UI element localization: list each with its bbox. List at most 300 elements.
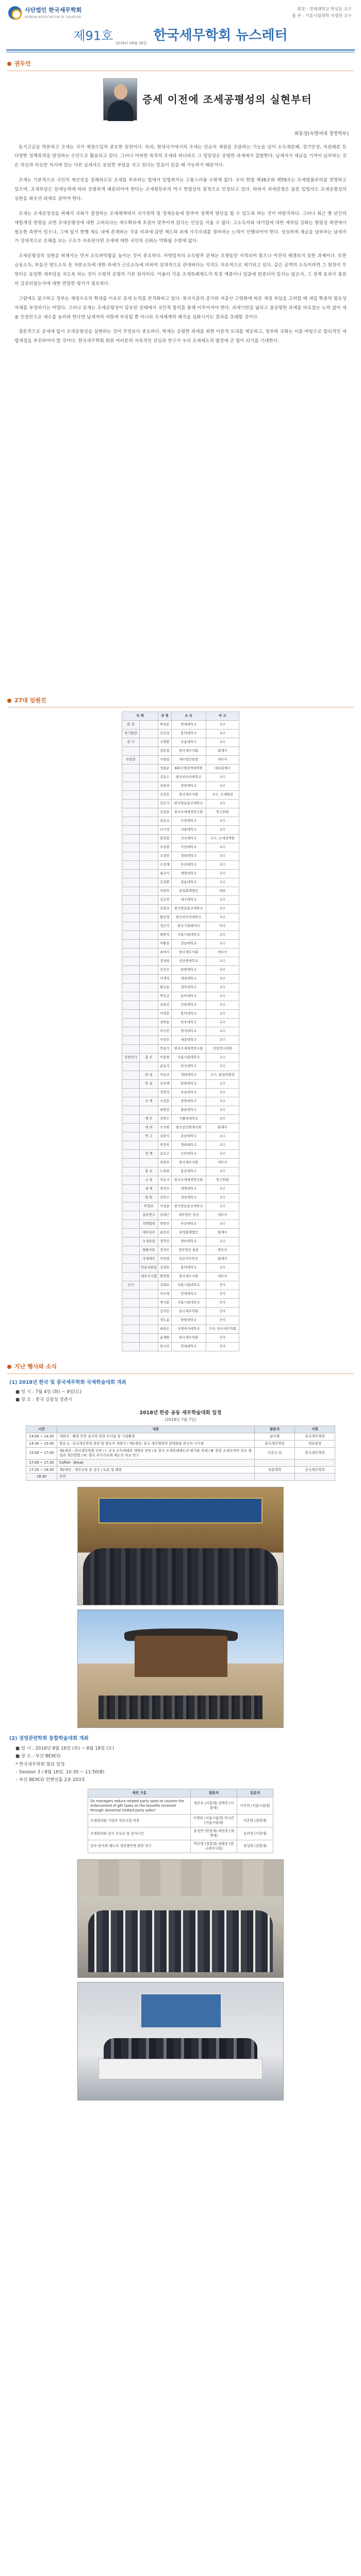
officer-note: 세무사 [206,1159,239,1167]
officer-row [122,1334,239,1343]
officer-affiliation: 한국기업데이터 [171,922,206,931]
officer-row [122,1220,239,1229]
officer-name: 김우택 [158,1080,171,1089]
officer-note: 교수 [206,1089,239,1097]
officer-group [122,1273,140,1281]
officer-name: 김민수 [158,1194,171,1202]
officer-note: 교수 [206,1062,239,1071]
officer-affiliation: 한국세무학회 [171,1308,206,1316]
officer-subgroup [140,940,158,948]
officer-subgroup [140,1010,158,1019]
officer-note: 교수 [206,730,239,738]
officer-subgroup: 연 구 [140,1132,158,1141]
session-row [88,1815,273,1827]
officer-row [122,1019,239,1027]
officer-affiliation: 딜로이트안진 [171,1255,206,1264]
officer-subgroup [140,738,158,747]
officer-name: 나기정 [158,826,171,835]
officer-note: 교수 [206,1132,239,1141]
officer-group [122,878,140,887]
officer-note: 간사 [206,1334,239,1343]
officer-affiliation: 숙명여자대학교 [171,1325,206,1334]
session-discussant: 김진영 (가천대) [237,1827,273,1840]
officer-subgroup [140,1089,158,1097]
officer-group [122,1071,140,1080]
officer-note: 교수 [206,843,239,852]
officer-row [122,1246,239,1255]
officer-affiliation: 한국외국어대학교 [171,773,206,782]
officer-name: 조석희 [158,1124,171,1132]
officer-group [122,835,140,843]
officer-name: 최규식 [158,870,171,878]
officer-subgroup [140,1299,158,1308]
officers-header-row [122,712,239,721]
officer-subgroup [140,1062,158,1071]
org-subtitle: KOREAN ASSOCIATION OF TAXATION [25,15,81,19]
officer-group [122,1185,140,1194]
officer-affiliation: 경희대학교 [171,852,206,861]
section-bullet-icon [7,699,11,703]
officer-row [122,984,239,992]
officer-subgroup: IT정보 [140,1202,158,1211]
essay-body [14,143,347,352]
officer-subgroup [140,1001,158,1010]
officer-subgroup: 세 제 [140,1185,158,1194]
officer-note: 간사 [206,1316,239,1325]
officer-group [122,1124,140,1132]
officer-group: 회 장 [122,721,140,730]
officer-group [122,747,140,756]
officer-group [122,1238,140,1246]
officer-row [122,957,239,966]
officer-subgroup: 정 책 [140,1150,158,1159]
officer-note: 세무사 [206,1211,239,1220]
officer-name: 최원석 [158,931,171,940]
officer-subgroup [140,870,158,878]
officer-row [122,1255,239,1264]
officer-name: 윤동석 [158,1062,171,1071]
officer-subgroup: 교 육 [140,1176,158,1185]
officer-note: 교수 [206,896,239,905]
officer-affiliation: 가천대학교 [171,843,206,852]
org-name: 사단법인 한국세무학회 [25,7,82,14]
program-speaker: 이준규 외 [255,1447,295,1459]
officer-name: 황명철 [158,1273,171,1281]
officer-row [122,966,239,975]
officer-row [122,1316,239,1325]
column-header: 성 명 [158,712,171,721]
officer-subgroup [140,835,158,843]
officer-affiliation: 경북대학교 [171,984,206,992]
officer-subgroup [140,721,158,730]
officer-note: 교수 [206,817,239,826]
officer-name: 정혁진 [158,1238,171,1246]
officer-affiliation: 전남대학교 [171,940,206,948]
officer-note: 교수 [206,1097,239,1106]
officer-row [122,791,239,800]
program-chair: 중국세무학회 [295,1466,335,1473]
session-discussant: 이우현 (서울시립대) [237,1797,273,1815]
officer-subgroup [140,1141,158,1150]
officer-subgroup [140,1019,158,1027]
officer-group [122,1115,140,1124]
officer-group [122,957,140,966]
officer-subgroup: 홍 보 [140,1167,158,1176]
officer-subgroup [140,817,158,826]
section-heading-events [0,1363,361,1371]
officer-subgroup [140,782,158,791]
officer-affiliation: 한국세무사회 [171,747,206,756]
officer-name: 서정훈 [158,1097,171,1106]
officer-row [122,948,239,957]
event-note: – Session 3 / 8월 16일, 10:30 ~ 11:50(B) [15,1769,105,1775]
column-header: 내용 [57,1426,255,1433]
officer-name: 김학수 [158,1115,171,1124]
officer-row [122,1150,239,1159]
officer-affiliation: 울산대학교 [171,1167,206,1176]
officer-row [122,861,239,870]
officer-row [122,1106,239,1115]
issue-date: 2018년 09월 30일 [116,41,147,45]
event-title: (2) 경영관련학회 통합학술대회 개최 [9,1736,89,1742]
officer-group [122,984,140,992]
officer-affiliation: 한국조세재정연구원 [171,808,206,817]
officer-subgroup [140,1281,158,1290]
officer-group [122,1246,140,1255]
officer-group: 상임이사 [122,1054,140,1062]
officer-affiliation: 한국세무사회 [171,948,206,957]
officer-row [122,800,239,808]
officer-group [122,843,140,852]
officer-subgroup: 학 술 [140,1080,158,1089]
officer-note: 교수 [206,957,239,966]
officer-row [122,940,239,948]
officer-note: 교수 [206,1150,239,1159]
officer-affiliation: 우송대학교 [171,738,206,747]
officer-note: 교수 [206,800,239,808]
officer-affiliation: 경상대학교 [171,1194,206,1202]
event-note: * 한국세무학회 발표 일정 [15,1761,65,1767]
officer-name: 박성욱 [158,1141,171,1150]
officer-name: 이수민 [158,1027,171,1036]
officer-group: 차기회장 [122,730,140,738]
officer-name: 서정우 [158,1036,171,1045]
officer-name: 장준규 [158,817,171,826]
officer-note: 교수 [206,826,239,835]
officer-row [122,1036,239,1045]
officer-name: 김승연 [158,896,171,905]
officer-note: 연구위원 [206,808,239,817]
session-topic: Do managers reduce related party sales to counter the enforcement of gift taxes on the benefits received through abnormal related-party sales? [88,1797,191,1815]
program-content: 발표 1 : 중국세무학회 회장 및 발표자 개회식 / 제1세션: 중국 세무행정의 현대화와 한국의 시사점 [57,1440,255,1447]
officer-row [122,870,239,878]
officer-group: 간사 [122,1281,140,1290]
officer-row [122,1027,239,1036]
officer-name: 노희천 [158,1167,171,1176]
program-content: Coffee - Break [57,1459,255,1466]
officer-subgroup [140,1316,158,1325]
officer-group [122,1062,140,1071]
essay-title: 증세 이전에 조세공평성의 실현부터 [142,93,312,106]
section-label: 권두언 [14,60,31,67]
officer-group [122,1325,140,1334]
officer-name: 오정민 [158,852,171,861]
officer-row [122,1115,239,1124]
session-rows [88,1797,273,1853]
event-photos [0,1859,361,2100]
officer-subgroup [140,826,158,835]
officer-note: 교수 [206,1080,239,1089]
officer-note: 교수 [206,1141,239,1150]
officer-name: 김진성 [158,730,171,738]
officer-affiliation: 법무법인 율촌 [171,1246,206,1255]
officer-note: 변호사 [206,1246,239,1255]
officer-note: 대표회계사 [206,765,239,773]
officer-group [122,817,140,826]
officer-subgroup [140,931,158,940]
officer-row [122,1062,239,1071]
officer-subgroup [140,887,158,896]
officer-note: 교수 [206,721,239,730]
photo-wall [78,1860,283,1896]
officer-name: 오상현 [158,843,171,852]
officer-note: 교수 [206,773,239,782]
officer-name: 김경호 [158,1264,171,1273]
event-date: ■ 일 시 : 7월 4일 (화) ~ 9일(토) [15,1389,81,1395]
officer-name: 이경준 [158,1202,171,1211]
officer-subgroup [140,730,158,738]
officer-note: 교수, 조세발전 [206,791,239,800]
officer-affiliation: 세무법인 정석 [171,1211,206,1220]
officer-subgroup [140,1045,158,1054]
officer-row [122,1159,239,1167]
officer-note: 교수 [206,852,239,861]
officer-name: 김진우 [158,966,171,975]
officer-row [122,1281,239,1290]
officer-group [122,852,140,861]
program-row [26,1473,335,1481]
officer-affiliation: 중앙대학교 [171,1097,206,1106]
program-speaker: 남사례 [255,1433,295,1440]
officer-note: 교수 [206,1115,239,1124]
essay-paragraph: 조세는 기본적으로 국민의 재산권을 침해하므로 조세를 부과하는 법에서 입법취지는 고통스러울 수밖에 없다. 우리 헌법 제38조와 제59조는 조세법률주의를 천명하고 있으며, 조세부담은 담세능력에 따라 공평하게 배분되어야 한다는 조세평등주의 역시 헌법상의 원칙으로 인정되고 있다. 따라서 과세관청은 물론 입법자도 조세공평성의 실현을 최우선 과제로 삼아야 한다. [14,178,347,201]
session-topic: 상속·증여세 제도의 개선방안에 관한 연구 [88,1840,191,1853]
officer-affiliation: 인천대학교 [171,817,206,826]
officer-row [122,1194,239,1202]
officer-note: 이사 [206,922,239,931]
officer-affiliation: 한양대학교 [171,966,206,975]
photo-group [99,1696,262,1719]
program-table [26,1426,335,1481]
officer-group [122,861,140,870]
officer-affiliation: 계명대학교 [171,1185,206,1194]
officer-group [122,992,140,1001]
officer-row [122,1141,239,1150]
officer-group [122,948,140,957]
officer-group [122,1316,140,1325]
event-details [0,1386,361,1404]
officer-group [122,1255,140,1264]
session-topic: 조세회피와 기업의 자본조달 비용 [88,1815,191,1827]
officer-group [122,773,140,782]
officer-affiliation: 인하대학교 [171,1001,206,1010]
officer-affiliation: 서울대학교 [171,826,206,835]
officer-subgroup: 재 무 [140,1115,158,1124]
officer-affiliation: 충남대학교 [171,1106,206,1115]
program-content: 제2세션 : 세무교육 및 실무 / 토론 및 폐회 [57,1466,255,1473]
officer-subgroup [140,922,158,931]
officer-name: 최하은 [158,1325,171,1334]
officer-group [122,800,140,808]
officer-subgroup [140,852,158,861]
officer-row [122,905,239,913]
officer-affiliation: 한양대학교 [171,1080,206,1089]
officer-affiliation: 연세대학교 [171,1343,206,1351]
officer-name: 김지민 [158,1308,171,1316]
officer-row [122,887,239,896]
session-row [88,1827,273,1840]
program-chair: 대표회장 [295,1440,335,1447]
column-header: 세션 구분 [88,1789,191,1797]
officer-row [122,756,239,765]
officer-name: 김대근 [158,1211,171,1220]
officer-group [122,808,140,817]
officer-group [122,1010,140,1019]
officer-row [122,1238,239,1246]
officer-row [122,747,239,756]
officer-subgroup [140,773,158,782]
officer-name: 박상운 [158,721,171,730]
program-content: 개회식 : 환영 만찬 중국측 회장 인사말 및 기념촬영 [57,1433,255,1440]
officer-note: 간사 [206,1281,239,1290]
officer-row [122,931,239,940]
officer-note: 세무사 [206,1273,239,1281]
officer-affiliation: 성균관대학교 [171,957,206,966]
officer-note: 교수 [206,1194,239,1202]
officer-note: 교수 [206,738,239,747]
program-content: 만찬 [57,1473,255,1481]
officer-affiliation: 홍익대학교 [171,1264,206,1273]
editor-line: 홈 주 : 서울시립대학 이영한 교수 [292,13,352,18]
officer-row [122,1264,239,1273]
officer-subgroup: 총 무 [140,1054,158,1062]
officer-group [122,1343,140,1351]
officer-affiliation: 부산대학교 [171,861,206,870]
officer-subgroup [140,843,158,852]
officer-affiliation: 홍익대학교 [171,1010,206,1019]
officer-affiliation: 서울시립대학교 [171,1281,206,1290]
event-details [0,1743,361,1785]
officer-affiliation: 광운대학교 [171,878,206,887]
photo-banner [99,1498,262,1523]
officer-note: 대표 [206,887,239,896]
officer-affiliation: 서울시립대학교 [171,931,206,940]
officer-name: 이소영 [158,1290,171,1299]
officer-group [122,1308,140,1316]
officer-group [122,1176,140,1185]
program-rows [26,1433,335,1481]
officer-group: 부회장 [122,756,140,765]
officer-row [122,1080,239,1089]
officer-note: 연구위원 [206,1176,239,1185]
essay-paragraph: 조세는 조세공정성을 위해서 국회가 결정하는 조세체계에서 국가전략 및 경제운용에 맞추어 정책적 판단을 할 수 있도록 하는 것이 바람직하다. 그러나 최근 몇 년간의 세법개정 방향을 보면 조세공평성에 대한 고려보다는 세수확보에 초점이 맞추어져 있다는 인상을 지울 수 없다. 고소득자와 대기업에 대한 세부담 강화는 형평성 측면에서 필요한 측면이 있으나, 그에 앞서 현행 제도 내에 존재하는 각종 비과세·감면 제도와 과세 사각지대를 정비하는 노력이 선행되어야 한다. 성실하게 세금을 납부하는 납세자가 상대적으로 손해를 보는 구조가 지속된다면 조세에 대한 국민의 신뢰는 약화될 수밖에 없다. [14,211,347,244]
officer-affiliation: 단국대학교 [171,1062,206,1071]
officer-row [122,835,239,843]
column-header: 발표자 [255,1426,295,1433]
officer-affiliation: 서울시립대학교 [171,1299,206,1308]
officer-group [122,896,140,905]
photo-table [99,2059,262,2079]
officer-row [122,1001,239,1010]
officer-group [122,922,140,931]
issue-number: 제91호 [73,28,113,43]
essay [7,71,354,689]
officer-affiliation: 가톨릭대학교 [171,1115,206,1124]
officer-subgroup: 조세포럼 [140,1238,158,1246]
officer-row [122,738,239,747]
officer-name: 김완석 [158,1132,171,1141]
officer-subgroup: 학술지편집 [140,1264,158,1273]
officer-affiliation: 한국세무사회 [171,1159,206,1167]
photo-group [83,1548,278,1605]
officer-name: 정성희 [158,957,171,966]
program-header-row [26,1426,335,1433]
officer-name: 공창국 [158,905,171,913]
officer-note: 교수 [206,1238,239,1246]
essay-paragraph: 결론적으로 증세에 앞서 조세공평성을 실현하는 것이 무엇보다 중요하다. 학계는 공평한 과세를 위한 이론적 토대를 제공하고, 정부와 국회는 이를 바탕으로 합리적인 세법개정을 추진하여야 할 것이다. 한국세무학회 회원 여러분의 지속적인 관심과 연구가 우리 조세제도의 발전에 큰 힘이 되기를 기대한다. [14,329,347,344]
officer-affiliation: 대전대학교 [171,975,206,984]
officer-name: 송호근 [158,1150,171,1159]
officer-subgroup [140,878,158,887]
officer-note: 교수 [206,1054,239,1062]
photo-building [135,1636,227,1677]
officer-note: 교수 [206,870,239,878]
session-header-row [88,1789,273,1797]
officer-affiliation: 숭실대학교 [171,1089,206,1097]
officer-name: 이창훈 [158,1010,171,1019]
officer-note: 교수 [206,992,239,1001]
program-row [26,1440,335,1447]
officer-row [122,1071,239,1080]
officer-row [122,1211,239,1220]
officer-name: 황규동 [158,984,171,992]
officer-row [122,1308,239,1316]
header-meta [292,6,352,20]
officer-group [122,826,140,835]
officer-row [122,992,239,1001]
officer-row [122,852,239,861]
program-speaker [255,1459,295,1466]
officer-note: 교수 [206,1202,239,1211]
officer-note: 교수 [206,931,239,940]
officer-note: 교수, 편집위원장 [206,1071,239,1080]
officer-group [122,1334,140,1343]
program-chair: 한국세무학회 [295,1447,335,1459]
officer-row [122,1054,239,1062]
officer-row [122,975,239,984]
officer-note: 교수 [206,1019,239,1027]
officer-affiliation: 홍익대학교 [171,730,206,738]
officer-name: 홍영철 [158,835,171,843]
officer-note: 교수 [206,966,239,975]
program-time: 17:20 ~ 18:30 [26,1466,57,1473]
program-content: 제1세션 : 한국세무학회 주관 / Ⅰ. 중국 소득세제의 개혁과 전망 / Ⅱ. 한국 조세특례제도의 평가와 과제 / Ⅲ. 한중 조세조약의 주요 쟁점과 개선방향 / Ⅳ. 양국 부가가치세 제도의 비교 연구 [57,1447,255,1459]
officer-note: 교수 [206,1010,239,1019]
officer-affiliation: 한국방송통신대학교 [171,1202,206,1211]
officer-row [122,1202,239,1211]
officer-group [122,1132,140,1141]
org-logo[interactable] [8,6,81,20]
